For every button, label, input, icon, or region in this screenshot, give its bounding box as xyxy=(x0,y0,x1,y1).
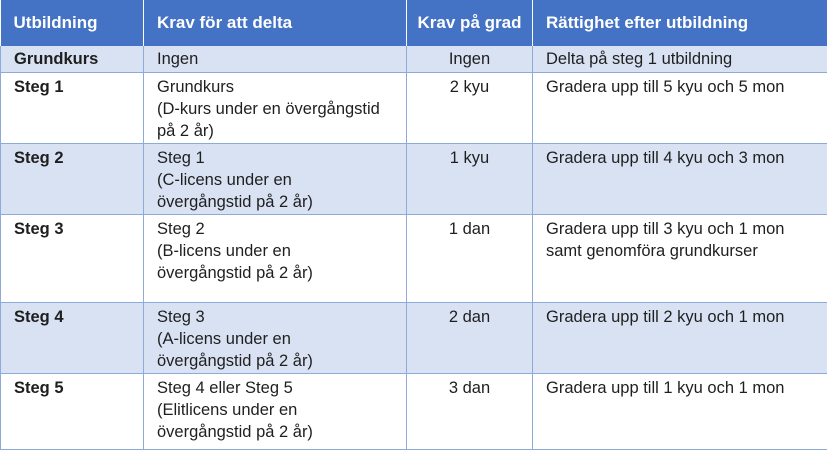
krav-line: (B-licens under en xyxy=(157,240,398,262)
krav-line: övergångstid på 2 år) xyxy=(157,421,398,443)
header-krav-for-att-delta: Krav för att delta xyxy=(144,0,407,46)
krav-line: Steg 3 xyxy=(157,306,398,328)
row-rattighet xyxy=(533,72,827,143)
krav-line: (C-licens under en xyxy=(157,169,398,191)
krav-line: övergångstid på 2 år) xyxy=(157,191,398,213)
row-utbildning: Steg 2 xyxy=(1,143,144,214)
row-grad: 1 dan xyxy=(407,214,533,302)
row-krav xyxy=(144,302,407,373)
table-row xyxy=(1,214,827,302)
row-utbildning: Steg 1 xyxy=(1,72,144,143)
rattighet-line: Delta på steg 1 utbildning xyxy=(546,49,819,69)
row-krav xyxy=(144,143,407,214)
row-krav xyxy=(144,373,407,449)
row-rattighet xyxy=(533,214,827,302)
header-row xyxy=(1,0,827,46)
row-rattighet xyxy=(533,46,827,72)
row-grad: Ingen xyxy=(407,46,533,72)
rattighet-line: Gradera upp till 3 kyu och 1 mon xyxy=(546,218,819,240)
row-utbildning: Steg 5 xyxy=(1,373,144,449)
table-header xyxy=(1,0,827,46)
row-utbildning: Steg 3 xyxy=(1,214,144,302)
header-rattighet: Rättighet efter utbildning xyxy=(533,0,827,46)
table-row xyxy=(1,46,827,72)
row-utbildning: Grundkurs xyxy=(1,46,144,72)
row-utbildning: Steg 4 xyxy=(1,302,144,373)
row-krav xyxy=(144,72,407,143)
krav-line: Grundkurs xyxy=(157,76,398,98)
row-grad: 3 dan xyxy=(407,373,533,449)
krav-line: övergångstid på 2 år) xyxy=(157,262,398,284)
krav-line: övergångstid på 2 år) xyxy=(157,350,398,372)
rattighet-line: Gradera upp till 4 kyu och 3 mon xyxy=(546,147,819,169)
rattighet-line: Gradera upp till 2 kyu och 1 mon xyxy=(546,306,819,328)
row-grad: 2 dan xyxy=(407,302,533,373)
krav-line: på 2 år) xyxy=(157,120,398,142)
krav-line: Steg 2 xyxy=(157,218,398,240)
krav-line: (Elitlicens under en xyxy=(157,399,398,421)
krav-line: Ingen xyxy=(157,49,398,69)
row-rattighet xyxy=(533,373,827,449)
krav-line: Steg 4 eller Steg 5 xyxy=(157,377,398,399)
row-krav xyxy=(144,214,407,302)
row-grad: 2 kyu xyxy=(407,72,533,143)
row-rattighet xyxy=(533,302,827,373)
rattighet-line: Gradera upp till 5 kyu och 5 mon xyxy=(546,76,819,98)
table-row xyxy=(1,302,827,373)
row-krav xyxy=(144,46,407,72)
rattighet-line: samt genomföra grundkurser xyxy=(546,240,819,262)
table-row xyxy=(1,373,827,449)
table-row xyxy=(1,72,827,143)
table-row xyxy=(1,143,827,214)
table-body xyxy=(1,46,827,449)
row-grad: 1 kyu xyxy=(407,143,533,214)
rattighet-line: Gradera upp till 1 kyu och 1 mon xyxy=(546,377,819,399)
krav-line: (D-kurs under en övergångstid xyxy=(157,98,398,120)
krav-line: (A-licens under en xyxy=(157,328,398,350)
krav-line: Steg 1 xyxy=(157,147,398,169)
header-krav-pa-grad: Krav på grad xyxy=(407,0,533,46)
header-utbildning: Utbildning xyxy=(1,0,144,46)
row-rattighet xyxy=(533,143,827,214)
